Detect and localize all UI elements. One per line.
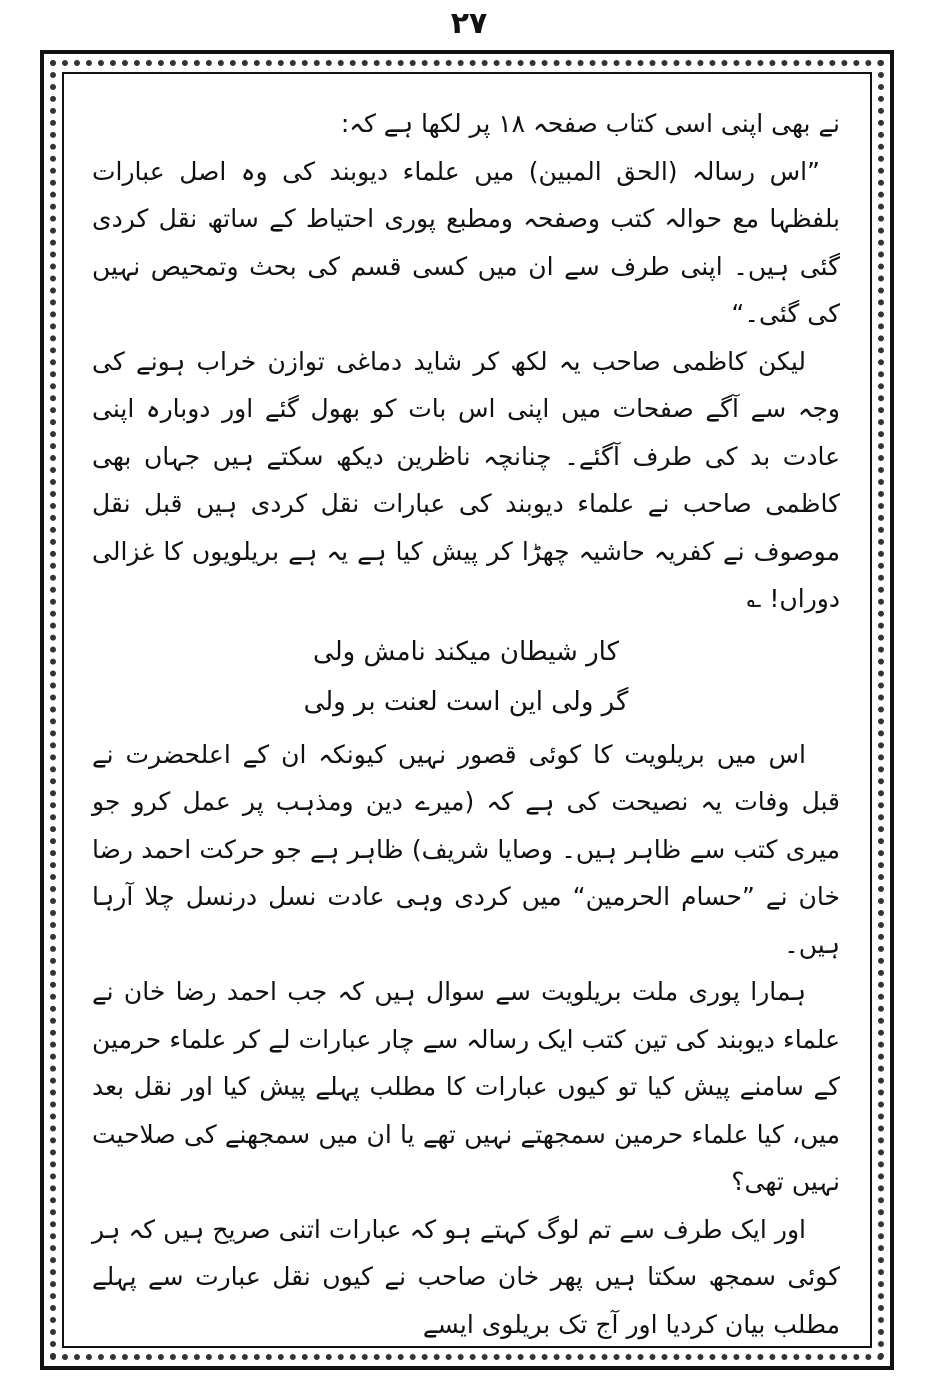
paragraph-kazmi: لیکن کاظمی صاحب یہ لکھ کر شاید دماغی توازن خراب ہونے کی وجہ سے آگے صفحات میں اپنی اس بات کو بھول گئے اور دوبارہ اپنی عادت بد کی طرف آگئے۔ چنانچہ ناظرین دیکھ سکتے ہیں جہاں بھی کاظمی صاحب نے علماء دیوبند کی عبارات نقل کردی ہیں قبل نقل موصوف نے کفریہ حاشیہ چھڑا کر پیش کیا ہے یہ ہے بریلویوں کا غزالی دوراں! ؎: [92, 346, 840, 613]
paragraph-question: ہمارا پوری ملت بریلویت سے سوال ہیں کہ جب احمد رضا خان نے علماء دیوبند کی تین کتب ایک رسالہ سے چار عبارات لے کر علماء حرمین کے سامنے پیش کیا تو کیوں عبارات کا مطلب پہلے پیش کیا اور نقل بعد میں، کیا علماء حرمین سمجھتے نہیں تھے یا ان میں سمجھنے کی صلاحیت نہیں تھی؟: [92, 977, 840, 1196]
poem-line-2: گر ولی این است لعنت بر ولی: [303, 686, 629, 717]
page-number: ۲۷: [450, 6, 488, 41]
paragraph-continuation: اور ایک طرف سے تم لوگ کہتے ہو کہ عبارات اتنی صریح ہیں کہ ہر کوئی سمجھ سکتا ہیں پھر خان صاحب نے کیوں نقل عبارت سے پہلے مطلب بیان کردیا اور آج تک بریلوی ایسے: [92, 1214, 840, 1339]
page-body: [92, 100, 840, 1339]
paragraph-intro: نے بھی اپنی اسی کتاب صفحہ ۱۸ پر لکھا ہے کہ:: [340, 109, 840, 138]
poem-couplet: [92, 627, 840, 727]
paragraph-quotation: ”اس رسالہ (الحق المبین) میں علماء دیوبند کی وہ اصل عبارات بلفظہا مع حوالہ کتب وصفحہ ومطبع پوری احتیاط کے ساتھ نقل کردی گئی ہیں۔ اپنی طرف سے ان میں کسی قسم کی بحث وتمحیص نہیں کی گئی۔“: [92, 156, 840, 328]
poem-line-1: کار شیطان میکند نامش ولی: [313, 636, 619, 667]
paragraph-barelviyat: اس میں بریلویت کا کوئی قصور نہیں کیونکہ ان کے اعلحضرت نے قبل وفات یہ نصیحت کی ہے کہ (میرے دین ومذہب پر عمل کرو جو میری کتب سے ظاہر ہیں۔ وصایا شریف) ظاہر ہے جو حرکت احمد رضا خان نے ”حسام الحرمین“ میں کردی وہی عادت نسل درنسل چلا آرہا ہیں۔: [92, 739, 840, 959]
